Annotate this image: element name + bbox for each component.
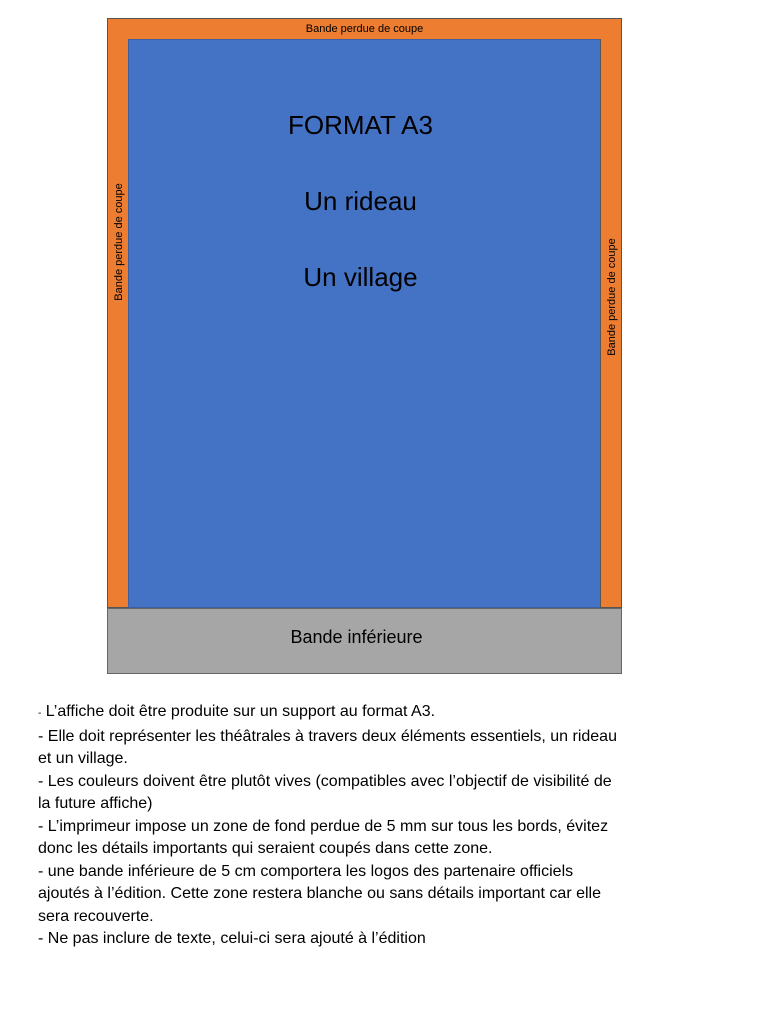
- bleed-band-top-label: Bande perdue de coupe: [305, 23, 424, 35]
- instructions-text: [38, 701, 688, 951]
- instruction-line-text: L’affiche doit être produite sur un support au format A3.: [41, 703, 436, 720]
- instruction-line: donc les détails importants qui seraient coupés dans cette zone.: [38, 840, 493, 857]
- poster-layout: [107, 18, 622, 673]
- bottom-band: [107, 608, 622, 674]
- bottom-band-label: Bande inférieure: [290, 626, 423, 647]
- bleed-band-right-label: Bande perdue de coupe: [606, 238, 618, 356]
- instruction-line: et un village.: [38, 750, 128, 767]
- bleed-band-top: [107, 18, 622, 40]
- instruction-line: sera recouverte.: [38, 907, 154, 925]
- curtain-label: Un rideau: [304, 186, 417, 216]
- instruction-line: - Elle doit représenter les théâtrales à travers deux éléments essentiels, un rideau: [38, 727, 617, 745]
- instruction-line: - Les couleurs doivent être plutôt vives (compatibles avec l’objectif de visibilité de: [38, 772, 612, 790]
- village-label: Un village: [303, 262, 418, 292]
- instruction-line: - Ne pas inclure de texte, celui-ci sera ajouté à l’édition: [38, 930, 426, 947]
- poster-main-area: [128, 39, 601, 608]
- bleed-band-right: [600, 39, 622, 608]
- instruction-bullet: -: [38, 708, 42, 719]
- format-label: FORMAT A3: [288, 110, 433, 140]
- bleed-band-left-label: Bande perdue de coupe: [113, 183, 125, 301]
- instruction-line: la future affiche): [38, 795, 153, 812]
- instruction-line: [38, 701, 688, 726]
- instruction-line: - L’imprimeur impose un zone de fond perdue de 5 mm sur tous les bords, évitez: [38, 817, 609, 835]
- instruction-line: ajoutés à l’édition. Cette zone restera blanche ou sans détails important car elle: [38, 885, 601, 902]
- instruction-line: - une bande inférieure de 5 cm comportera les logos des partenaire officiels: [38, 862, 574, 880]
